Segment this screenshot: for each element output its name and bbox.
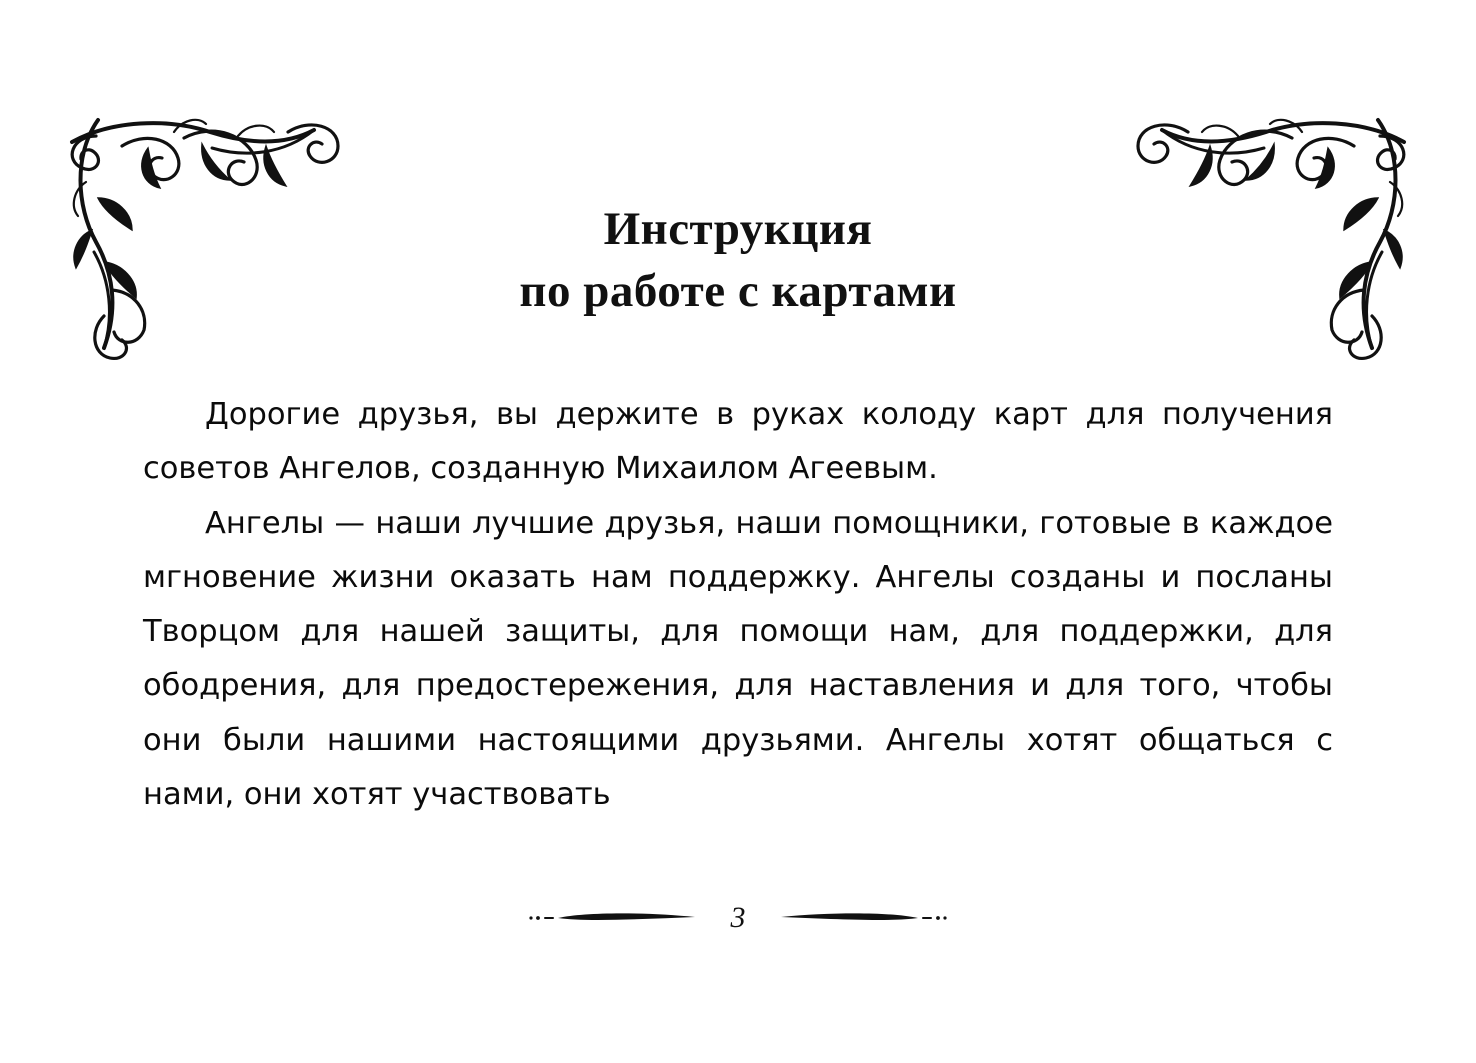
paragraph: Дорогие друзья, вы держите в руках колоду карт для получения советов Ангелов, созданную Михаилом Агеевым. bbox=[143, 397, 1333, 487]
page-title-line-2: по работе с картами bbox=[519, 265, 957, 318]
paragraph: Ангелы — наши лучшие друзья, наши помощники, готовые в каждое мгновение жизни оказать нам поддержку. Ангелы созданы и посланы Творцом для нашей защиты, для помощи нам, для поддержки, для ободрения, для предостережения, для наставления и для того, чтобы они были нашими настоящими друзьями. Ангелы хотят общаться с нами, они хотят участвовать bbox=[143, 505, 1333, 812]
body-text bbox=[143, 388, 1333, 822]
decorative-divider-right bbox=[771, 907, 951, 929]
page-number: 3 bbox=[730, 901, 746, 934]
page-title-line-1: Инструкция bbox=[603, 203, 873, 255]
decorative-divider-left bbox=[525, 907, 705, 929]
page-title bbox=[0, 198, 1476, 322]
page-footer bbox=[0, 901, 1476, 935]
